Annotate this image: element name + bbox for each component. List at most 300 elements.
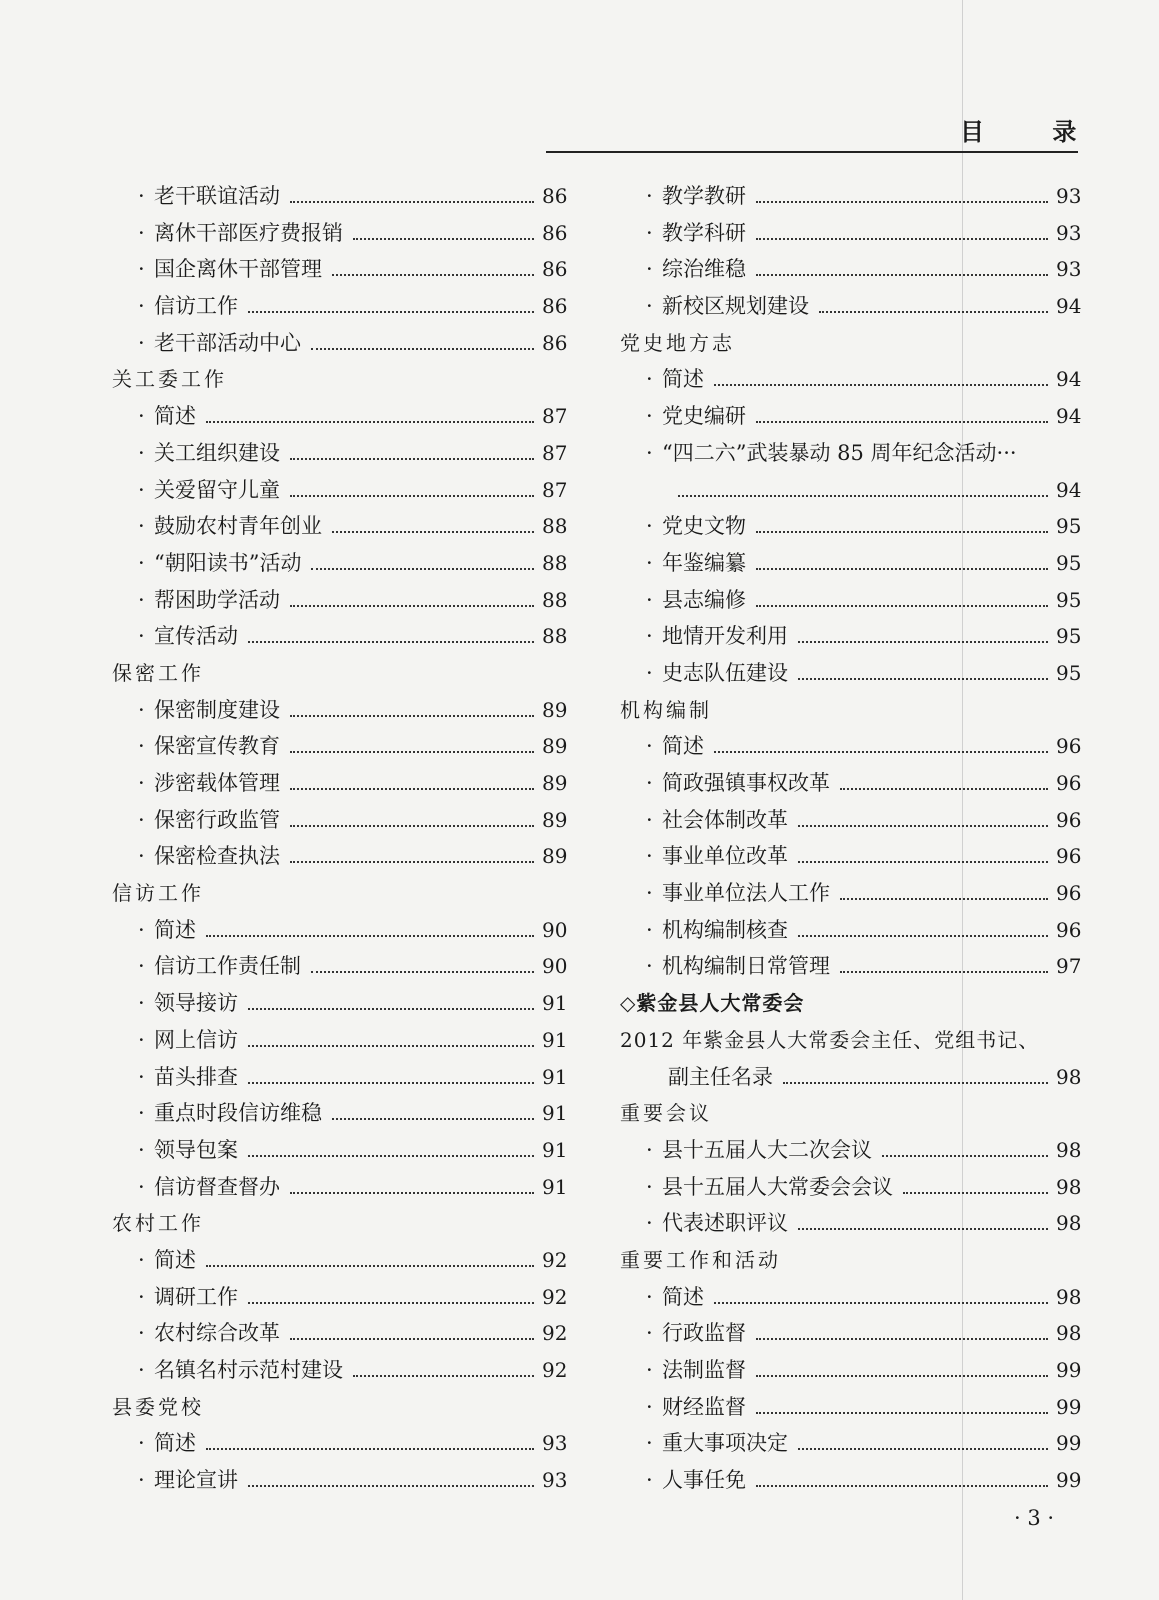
toc-entry-title: 重点时段信访维稳: [154, 1101, 322, 1126]
toc-entry[interactable]: [112, 435, 566, 472]
toc-page-number: 88: [542, 587, 568, 612]
toc-entry[interactable]: [112, 1352, 566, 1389]
bullet-dot: ·: [646, 587, 653, 612]
toc-page-number: 94: [1056, 294, 1082, 319]
bullet-dot: ·: [138, 587, 145, 612]
bullet-dot: ·: [646, 844, 653, 869]
toc-section-heading: 重要会议: [620, 1101, 712, 1126]
toc-section-heading: ◇紫金县人大常委会: [620, 991, 805, 1016]
bullet-dot: ·: [138, 771, 145, 795]
toc-entry[interactable]: [620, 508, 1080, 545]
toc-entry[interactable]: [112, 251, 566, 288]
toc-page-number: 93: [1056, 184, 1082, 208]
toc-page-number: 99: [1056, 1394, 1082, 1419]
bullet-dot: ·: [138, 184, 145, 208]
toc-entry-title: 财经监督: [662, 1394, 746, 1419]
toc-page-number: 99: [1056, 1431, 1082, 1456]
toc-page-number: 98: [1056, 1174, 1082, 1199]
dot-leader: [206, 1447, 534, 1450]
toc-entry[interactable]: [112, 1242, 566, 1279]
toc-entry-title: 事业单位法人工作: [662, 881, 830, 906]
toc-left-column: [112, 178, 566, 1499]
toc-entry-title: 简述: [662, 1284, 704, 1309]
toc-page-number: 93: [542, 1468, 568, 1493]
bullet-dot: ·: [138, 330, 145, 355]
toc-entry[interactable]: [620, 838, 1080, 875]
toc-entry[interactable]: [112, 545, 566, 582]
bullet-dot: ·: [646, 1358, 653, 1382]
bullet-dot: ·: [138, 514, 145, 539]
bullet-dot: ·: [138, 1101, 145, 1126]
toc-entry[interactable]: [112, 1279, 566, 1316]
dot-leader: [353, 237, 534, 240]
toc-page-number: 95: [1056, 624, 1082, 649]
toc-entry[interactable]: [112, 325, 566, 362]
toc-entry[interactable]: [112, 1095, 566, 1132]
dot-leader: [311, 970, 534, 973]
bullet-dot: ·: [138, 844, 145, 869]
header-rule: [546, 151, 1078, 153]
toc-section-heading: 关工委工作: [112, 367, 227, 392]
toc-entry-title: 县志编修: [662, 587, 746, 612]
bullet-dot: ·: [646, 257, 653, 282]
toc-entry-title: 地情开发利用: [662, 624, 788, 649]
dot-leader: [290, 494, 534, 497]
toc-entry[interactable]: [112, 802, 566, 839]
toc-entry-title: 法制监督: [662, 1358, 746, 1382]
bullet-dot: ·: [646, 1431, 653, 1456]
toc-entry-title-line[interactable]: 2012 年紫金县人大常委会主任、党组书记、: [620, 1027, 1040, 1052]
dot-leader: ···: [996, 440, 1017, 465]
bullet-dot: ·: [646, 917, 653, 942]
bullet-dot: ·: [138, 624, 145, 649]
dot-leader: [248, 1044, 534, 1047]
toc-entry-title: 调研工作: [154, 1284, 238, 1309]
toc-page-number: 96: [1056, 844, 1082, 869]
toc-entry-title: 信访工作责任制: [154, 954, 301, 979]
bullet-dot: ·: [138, 257, 145, 282]
toc-entry-title: 年鉴编纂: [662, 550, 746, 575]
toc-page-number: 92: [542, 1358, 568, 1382]
bullet-dot: ·: [138, 1064, 145, 1089]
toc-page-number: 98: [1056, 1064, 1082, 1089]
toc-page-number: 91: [542, 1064, 568, 1089]
bullet-dot: ·: [646, 367, 653, 392]
dot-leader: [756, 273, 1048, 276]
toc-entry[interactable]: [620, 1315, 1080, 1352]
toc-entry[interactable]: [112, 215, 566, 252]
toc-entry-title: 信访督查督办: [154, 1174, 280, 1199]
bullet-dot: ·: [138, 1174, 145, 1199]
toc-entry[interactable]: [620, 251, 1080, 288]
bullet-dot: ·: [138, 550, 145, 575]
dot-leader: [798, 824, 1048, 827]
toc-entry-title: 关爱留守儿童: [154, 477, 280, 502]
dot-leader: [248, 1301, 534, 1304]
toc-page-number: 86: [542, 330, 568, 355]
toc-page-number: 93: [1056, 220, 1082, 245]
dot-leader: [840, 897, 1048, 900]
dot-leader: [332, 273, 534, 276]
dot-leader: [756, 604, 1048, 607]
toc-page-number: 93: [1056, 257, 1082, 282]
dot-leader: [248, 640, 534, 643]
toc-entry[interactable]: [112, 985, 566, 1022]
toc-entry-title: 副主任名录: [668, 1064, 773, 1089]
bullet-dot: ·: [138, 294, 145, 319]
toc-entry[interactable]: [620, 655, 1080, 692]
toc-page-number: 96: [1056, 881, 1082, 906]
bullet-dot: ·: [646, 440, 653, 465]
toc-section-heading: 重要工作和活动: [620, 1247, 781, 1272]
toc-entry[interactable]: [620, 1169, 1080, 1206]
toc-entry-title: 保密检查执法: [154, 844, 280, 869]
bullet-dot: ·: [646, 1211, 653, 1236]
bullet-dot: ·: [646, 1394, 653, 1419]
toc-page-number: 86: [542, 184, 568, 208]
bullet-dot: ·: [646, 624, 653, 649]
toc-entry-title: 保密行政监管: [154, 807, 280, 832]
dot-leader: [248, 1484, 534, 1487]
dot-leader: [290, 750, 534, 753]
dot-leader: [798, 1227, 1048, 1230]
toc-entry[interactable]: [620, 912, 1080, 949]
toc-entry-title: 县十五届人大二次会议: [662, 1137, 872, 1162]
toc-entry[interactable]: [620, 1205, 1080, 1242]
bullet-dot: ·: [138, 1358, 145, 1382]
toc-entry[interactable]: [620, 1352, 1080, 1389]
toc-entry-title: 领导接访: [154, 991, 238, 1016]
toc-entry-title: 帮困助学活动: [154, 587, 280, 612]
toc-entry-title: 理论宣讲: [154, 1468, 238, 1493]
toc-entry[interactable]: [112, 1315, 566, 1352]
toc-section-heading: 党史地方志: [620, 330, 735, 355]
dot-leader: [311, 347, 534, 350]
bullet-dot: ·: [138, 697, 145, 722]
toc-page-number: 92: [542, 1247, 568, 1272]
toc-page-number: 89: [542, 771, 568, 795]
toc-entry-title: “四二六”武装暴动 85 周年纪念活动: [662, 440, 997, 465]
toc-entry-title: 老干部活动中心: [154, 330, 301, 355]
dot-leader: [290, 824, 534, 827]
dot-leader: [678, 494, 1048, 497]
toc-entry[interactable]: [112, 178, 566, 215]
toc-entry[interactable]: [620, 178, 1080, 215]
bullet-dot: ·: [646, 660, 653, 685]
dot-leader: [290, 604, 534, 607]
toc-entry[interactable]: [112, 1425, 566, 1462]
toc-entry-title: 国企离休干部管理: [154, 257, 322, 282]
dot-leader: [840, 787, 1048, 790]
toc-entry-title: 简述: [662, 367, 704, 392]
toc-entry-title: 代表述职评议: [662, 1211, 788, 1236]
dot-leader: [756, 1374, 1048, 1377]
toc-entry-title: 人事任免: [662, 1468, 746, 1493]
toc-page-number: 86: [542, 220, 568, 245]
bullet-dot: ·: [138, 1137, 145, 1162]
toc-entry[interactable]: [112, 1462, 566, 1499]
dot-leader: [248, 1154, 534, 1157]
dot-leader: [290, 457, 534, 460]
bullet-dot: ·: [646, 734, 653, 759]
dot-leader: [290, 200, 534, 203]
bullet-dot: ·: [138, 440, 145, 465]
toc-page-number: 91: [542, 991, 568, 1016]
toc-entry[interactable]: [620, 435, 1080, 472]
toc-entry-title: 综治维稳: [662, 257, 746, 282]
toc-page-number: 96: [1056, 807, 1082, 832]
toc-entry[interactable]: [620, 875, 1080, 912]
toc-entry-title: 简述: [154, 1431, 196, 1456]
dot-leader: [756, 530, 1048, 533]
toc-entry[interactable]: [112, 508, 566, 545]
toc-entry[interactable]: [112, 472, 566, 509]
dot-leader: [756, 1411, 1048, 1414]
toc-entry-title: 事业单位改革: [662, 844, 788, 869]
toc-page-number: 95: [1056, 550, 1082, 575]
toc-entry-title: 史志队伍建设: [662, 660, 788, 685]
toc-page-number: 95: [1056, 514, 1082, 539]
dot-leader: [903, 1191, 1048, 1194]
toc-page-number: 99: [1056, 1468, 1082, 1493]
toc-page-number: 92: [542, 1284, 568, 1309]
toc-entry-title: 县十五届人大常委会会议: [662, 1174, 893, 1199]
dot-leader: [798, 640, 1048, 643]
toc-entry[interactable]: [112, 1132, 566, 1169]
toc-entry-title: 苗头排查: [154, 1064, 238, 1089]
dot-leader: [714, 1301, 1048, 1304]
dot-leader: [332, 530, 534, 533]
toc-entry[interactable]: [620, 948, 1080, 985]
toc-entry[interactable]: [620, 361, 1080, 398]
toc-entry-title: 保密制度建设: [154, 697, 280, 722]
toc-entry[interactable]: [620, 765, 1080, 802]
toc-page-number: 96: [1056, 917, 1082, 942]
toc-page-number: 98: [1056, 1321, 1082, 1346]
bullet-dot: ·: [138, 734, 145, 759]
toc-page-number: 89: [542, 844, 568, 869]
toc-entry[interactable]: [112, 398, 566, 435]
toc-page-number: 98: [1056, 1284, 1082, 1309]
dot-leader: [783, 1081, 1048, 1084]
dot-leader: [248, 310, 534, 313]
bullet-dot: ·: [138, 1431, 145, 1456]
toc-entry[interactable]: [620, 215, 1080, 252]
toc-entry-title: 教学科研: [662, 220, 746, 245]
toc-entry-title: 简述: [154, 917, 196, 942]
bullet-dot: ·: [138, 1247, 145, 1272]
dot-leader: [798, 677, 1048, 680]
running-head: 目 录: [960, 118, 1107, 146]
bullet-dot: ·: [138, 404, 145, 429]
toc-page-number: 93: [542, 1431, 568, 1456]
bullet-dot: ·: [646, 514, 653, 539]
toc-entry[interactable]: [620, 1462, 1080, 1499]
toc-entry[interactable]: [620, 1132, 1080, 1169]
toc-section-heading: 农村工作: [112, 1211, 204, 1236]
toc-entry-title: 保密宣传教育: [154, 734, 280, 759]
dot-leader: [311, 567, 534, 570]
toc-entry[interactable]: [112, 692, 566, 729]
toc-page-number: 87: [542, 404, 568, 429]
toc-section-heading: 保密工作: [112, 660, 204, 685]
toc-entry-title: 教学教研: [662, 184, 746, 208]
toc-entry[interactable]: [112, 912, 566, 949]
bullet-dot: ·: [646, 1468, 653, 1493]
dot-leader: [206, 420, 534, 423]
toc-page-number: 99: [1056, 1358, 1082, 1382]
toc-entry[interactable]: [620, 618, 1080, 655]
toc-page-number: 86: [542, 257, 568, 282]
dot-leader: [290, 787, 534, 790]
bullet-dot: ·: [138, 917, 145, 942]
toc-page-number: 91: [542, 1137, 568, 1162]
dot-leader: [756, 1337, 1048, 1340]
bullet-dot: ·: [138, 1468, 145, 1493]
toc-entry-title: 新校区规划建设: [662, 294, 809, 319]
toc-entry[interactable]: [620, 398, 1080, 435]
dot-leader: [290, 1191, 534, 1194]
bullet-dot: ·: [646, 881, 653, 906]
toc-entry[interactable]: [112, 618, 566, 655]
toc-entry[interactable]: [620, 1389, 1080, 1426]
bullet-dot: ·: [138, 1284, 145, 1309]
bullet-dot: ·: [646, 550, 653, 575]
toc-entry-title: 关工组织建设: [154, 440, 280, 465]
dot-leader: [290, 1337, 534, 1340]
dot-leader: [798, 934, 1048, 937]
toc-entry[interactable]: [620, 802, 1080, 839]
toc-page-number: 87: [542, 440, 568, 465]
toc-entry-title: 农村综合改革: [154, 1321, 280, 1346]
toc-entry[interactable]: [112, 728, 566, 765]
toc-entry[interactable]: [620, 1279, 1080, 1316]
toc-entry-title: 重大事项决定: [662, 1431, 788, 1456]
dot-leader: [248, 1081, 534, 1084]
toc-page-number: 91: [542, 1101, 568, 1126]
dot-leader: [798, 860, 1048, 863]
bullet-dot: ·: [646, 771, 653, 795]
toc-entry-title: 简述: [154, 1247, 196, 1272]
dot-leader: [290, 860, 534, 863]
toc-entry-title: 信访工作: [154, 294, 238, 319]
toc-entry[interactable]: [112, 948, 566, 985]
toc-page-number: 94: [1056, 477, 1082, 502]
dot-leader: [206, 1264, 534, 1267]
toc-entry-title: 离休干部医疗费报销: [154, 220, 343, 245]
toc-entry-continuation: [620, 472, 1080, 509]
bullet-dot: ·: [138, 807, 145, 832]
toc-entry[interactable]: [620, 288, 1080, 325]
toc-entry-title: 党史编研: [662, 404, 746, 429]
toc-entry[interactable]: [112, 838, 566, 875]
toc-page-number: 98: [1056, 1211, 1082, 1236]
dot-leader: [353, 1374, 534, 1377]
bullet-dot: ·: [646, 807, 653, 832]
dot-leader: [756, 200, 1048, 203]
bullet-dot: ·: [138, 991, 145, 1016]
toc-page-number: 97: [1056, 954, 1082, 979]
toc-entry[interactable]: [112, 765, 566, 802]
dot-leader: [206, 934, 534, 937]
toc-page-number: 89: [542, 734, 568, 759]
toc-page-number: 92: [542, 1321, 568, 1346]
dot-leader: [290, 714, 534, 717]
toc-entry-title: 名镇名村示范村建设: [154, 1358, 343, 1382]
toc-page-number: 90: [542, 917, 568, 942]
toc-entry-title: 鼓励农村青年创业: [154, 514, 322, 539]
toc-page-number: 95: [1056, 587, 1082, 612]
bullet-dot: ·: [646, 954, 653, 979]
dot-leader: [756, 567, 1048, 570]
dot-leader: [798, 1447, 1048, 1450]
bullet-dot: ·: [646, 1137, 653, 1162]
page-number: · 3 ·: [1014, 1506, 1055, 1530]
toc-page-number: 96: [1056, 734, 1082, 759]
toc-entry[interactable]: [620, 545, 1080, 582]
toc-entry-title: 行政监督: [662, 1321, 746, 1346]
toc-page-number: 91: [542, 1027, 568, 1052]
bullet-dot: ·: [646, 1174, 653, 1199]
bullet-dot: ·: [646, 1284, 653, 1309]
toc-page-number: 94: [1056, 404, 1082, 429]
toc-entry[interactable]: [112, 288, 566, 325]
toc-entry[interactable]: [620, 1425, 1080, 1462]
dot-leader: [756, 237, 1048, 240]
bullet-dot: ·: [138, 1321, 145, 1346]
toc-entry-title: 简述: [154, 404, 196, 429]
dot-leader: [756, 420, 1048, 423]
bullet-dot: ·: [138, 1027, 145, 1052]
toc-page-number: 88: [542, 550, 568, 575]
toc-page-number: 87: [542, 477, 568, 502]
bullet-dot: ·: [138, 477, 145, 502]
toc-page-number: 91: [542, 1174, 568, 1199]
toc-page-number: 90: [542, 954, 568, 979]
dot-leader: [714, 383, 1048, 386]
toc-entry-title: 领导包案: [154, 1137, 238, 1162]
toc-section-heading: 信访工作: [112, 881, 204, 906]
bullet-dot: ·: [138, 220, 145, 245]
toc-page-number: 88: [542, 514, 568, 539]
toc-entry[interactable]: [112, 1169, 566, 1206]
toc-entry[interactable]: [112, 582, 566, 619]
toc-entry-title: 社会体制改革: [662, 807, 788, 832]
toc-entry-title: 网上信访: [154, 1027, 238, 1052]
toc-page-number: 89: [542, 697, 568, 722]
toc-right-column: [620, 178, 1080, 1499]
toc-entry[interactable]: [112, 1059, 566, 1096]
toc-page-number: 88: [542, 624, 568, 649]
toc-entry[interactable]: [112, 1022, 566, 1059]
toc-entry-title: 老干联谊活动: [154, 184, 280, 208]
toc-section-heading: 机构编制: [620, 697, 712, 722]
toc-entry-title: 涉密载体管理: [154, 771, 280, 795]
toc-page-number: 95: [1056, 660, 1082, 685]
toc-section-heading: 县委党校: [112, 1394, 204, 1419]
toc-entry-title: 简政强镇事权改革: [662, 771, 830, 795]
toc-entry[interactable]: [620, 728, 1080, 765]
bullet-dot: ·: [646, 220, 653, 245]
bullet-dot: ·: [646, 184, 653, 208]
toc-entry-title: 党史文物: [662, 514, 746, 539]
toc-entry-continuation: [620, 1059, 1080, 1096]
toc-entry[interactable]: [620, 582, 1080, 619]
toc-page-number: 86: [542, 294, 568, 319]
toc-page-number: 94: [1056, 367, 1082, 392]
bullet-dot: ·: [646, 1321, 653, 1346]
bullet-dot: ·: [646, 294, 653, 319]
